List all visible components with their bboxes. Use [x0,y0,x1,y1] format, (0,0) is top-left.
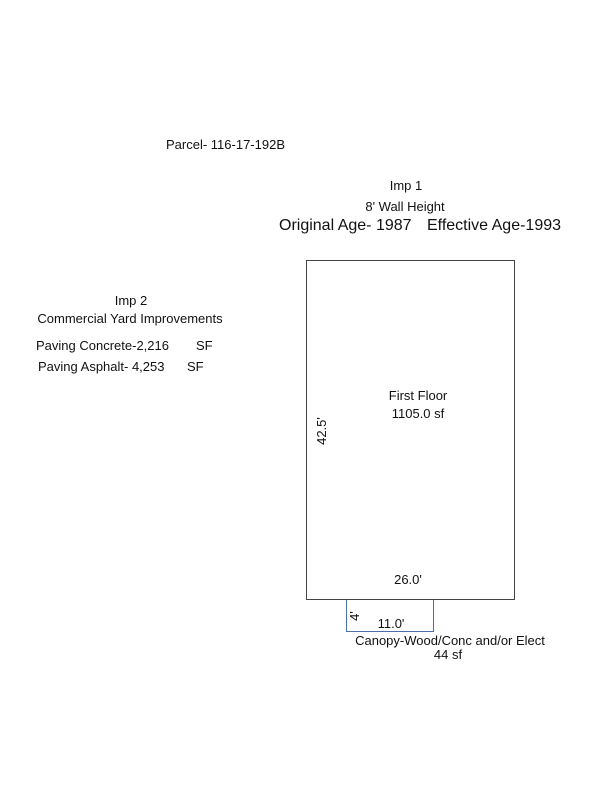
imp2-title: Imp 2 [114,293,148,308]
canopy-label: Canopy-Wood/Conc and/or Elect [355,633,545,648]
paving-asphalt-label: Paving Asphalt- 4,253 [38,359,165,374]
paving-concrete-label: Paving Concrete-2,216 [36,338,169,353]
canopy-area: 44 sf [433,647,463,662]
building-side-dimension: 42.5' [314,417,329,445]
first-floor-label: First Floor [388,388,448,403]
imp1-title: Imp 1 [389,178,423,193]
canopy-bottom-dimension: 11.0' [377,616,405,631]
building-bottom-dimension: 26.0' [394,572,422,587]
canopy-side-dimension: 4' [347,611,362,621]
paving-asphalt-unit: SF [187,359,204,374]
building-outline [306,260,515,600]
first-floor-area: 1105.0 sf [391,406,445,421]
parcel-label: Parcel- 116-17-192B [166,137,285,152]
imp1-wall-height: 8' Wall Height [365,199,445,214]
paving-concrete-unit: SF [196,338,213,353]
imp1-effective-age: Effective Age-1993 [427,217,562,234]
imp1-original-age: Original Age- 1987 [279,217,412,234]
imp2-subtitle: Commercial Yard Improvements [37,311,223,326]
